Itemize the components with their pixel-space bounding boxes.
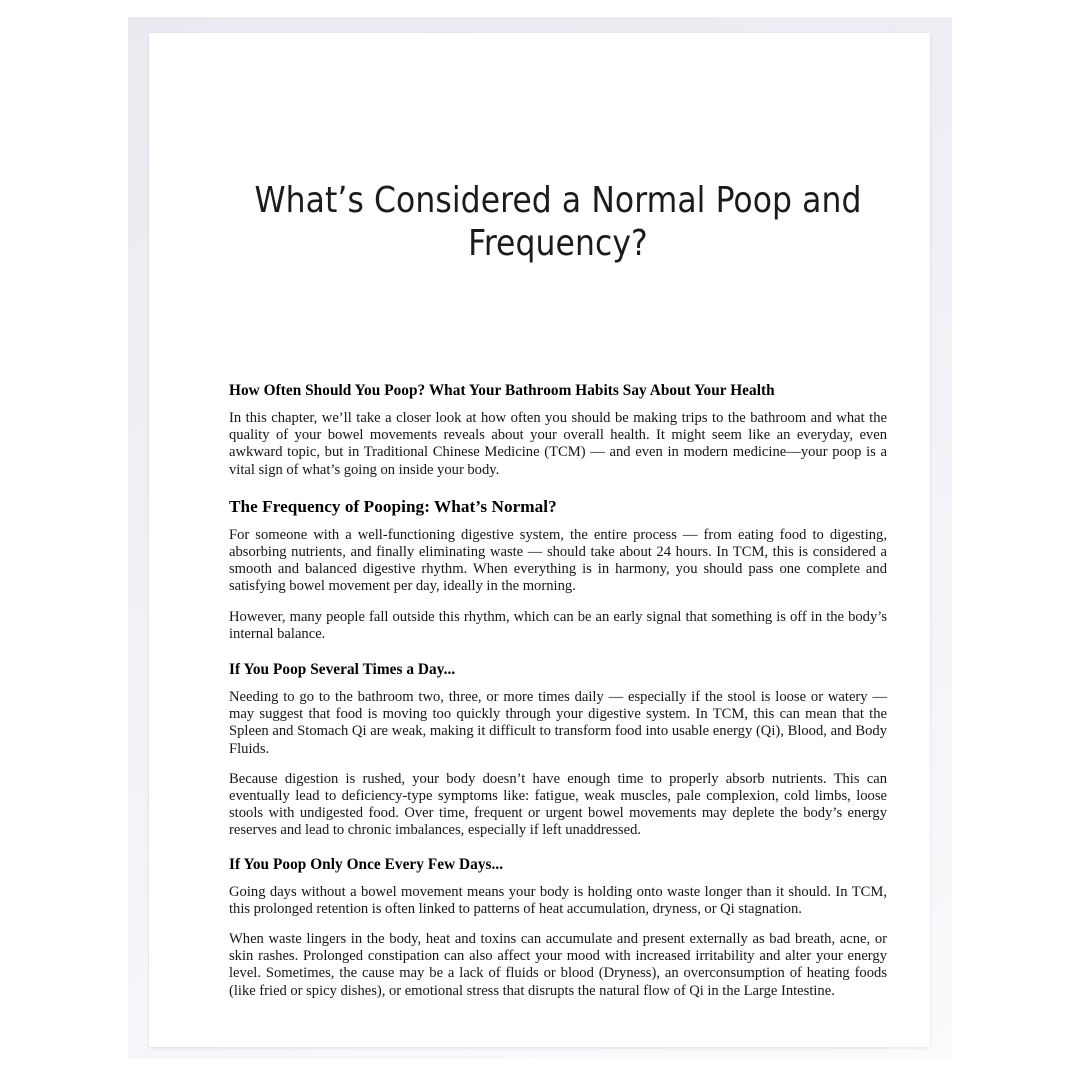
section-heading: How Often Should You Poop? What Your Bathroom Habits Say About Your Health [229, 382, 775, 399]
document-section [229, 660, 887, 840]
section-heading: If You Poop Only Once Every Few Days... [229, 855, 504, 873]
page-content-column [229, 33, 887, 1047]
document-section [229, 381, 887, 479]
document-page [149, 33, 930, 1047]
section-paragraph: When waste lingers in the body, heat and toxins can accumulate and present externally as bad breath, acne, or skin rashes. Prolonged constipation can also affect your mood with increased irritability and alter your energy level. Sometimes, the cause may be a lack of fluids or blood (Dryness), an overconsumption of heating foods (like fried or spicy dishes), or emotional stress that disrupts the natural flow of Qi in the Large Intestine. [229, 931, 887, 999]
section-heading: If You Poop Several Times a Day... [229, 661, 456, 679]
document-section [229, 496, 887, 643]
document-section [229, 855, 887, 1000]
document-body [229, 381, 887, 1017]
section-paragraph: Needing to go to the bathroom two, three, or more times daily — especially if the stool is loose or watery — may suggest that food is moving too quickly through your digestive system. In TCM, this can mean that the Spleen and Stomach Qi are weak, making it difficult to transform food into usable energy (Qi), Blood, and Body Fluids. [229, 689, 887, 757]
section-heading: The Frequency of Pooping: What’s Normal? [229, 496, 557, 516]
section-paragraph: For someone with a well-functioning digestive system, the entire process — from eating food to digesting, absorbing nutrients, and finally eliminating waste — should take about 24 hours. In TCM, this is considered a smooth and balanced digestive rhythm. When everything is in harmony, you should pass one complete and satisfying bowel movement per day, ideally in the morning. [229, 526, 887, 595]
section-paragraph: Going days without a bowel movement means your body is holding onto waste longer than it should. In TCM, this prolonged retention is often linked to patterns of heat accumulation, dryness, or Qi stagnation. [229, 883, 887, 917]
page-title: What’s Considered a Normal Poop and Frequency? [254, 180, 862, 264]
section-paragraph: Because digestion is rushed, your body doesn’t have enough time to properly absorb nutrients. This can eventually lead to deficiency-type symptoms like: fatigue, weak muscles, pale complexion, cold limbs, loose stools with undigested food. Over time, frequent or urgent bowel movements may deplete the body’s energy reserves and lead to chronic imbalances, especially if left unaddressed. [229, 770, 887, 839]
section-paragraph: In this chapter, we’ll take a closer look at how often you should be making trips to the bathroom and what the quality of your bowel movements reveals about your overall health. It might seem like an everyday, even awkward topic, but in Traditional Chinese Medicine (TCM) — and even in modern medicine—your poop is a vital sign of what’s going on inside your body. [229, 410, 887, 478]
section-paragraph: However, many people fall outside this rhythm, which can be an early signal that something is off in the body’s internal balance. [229, 608, 887, 642]
